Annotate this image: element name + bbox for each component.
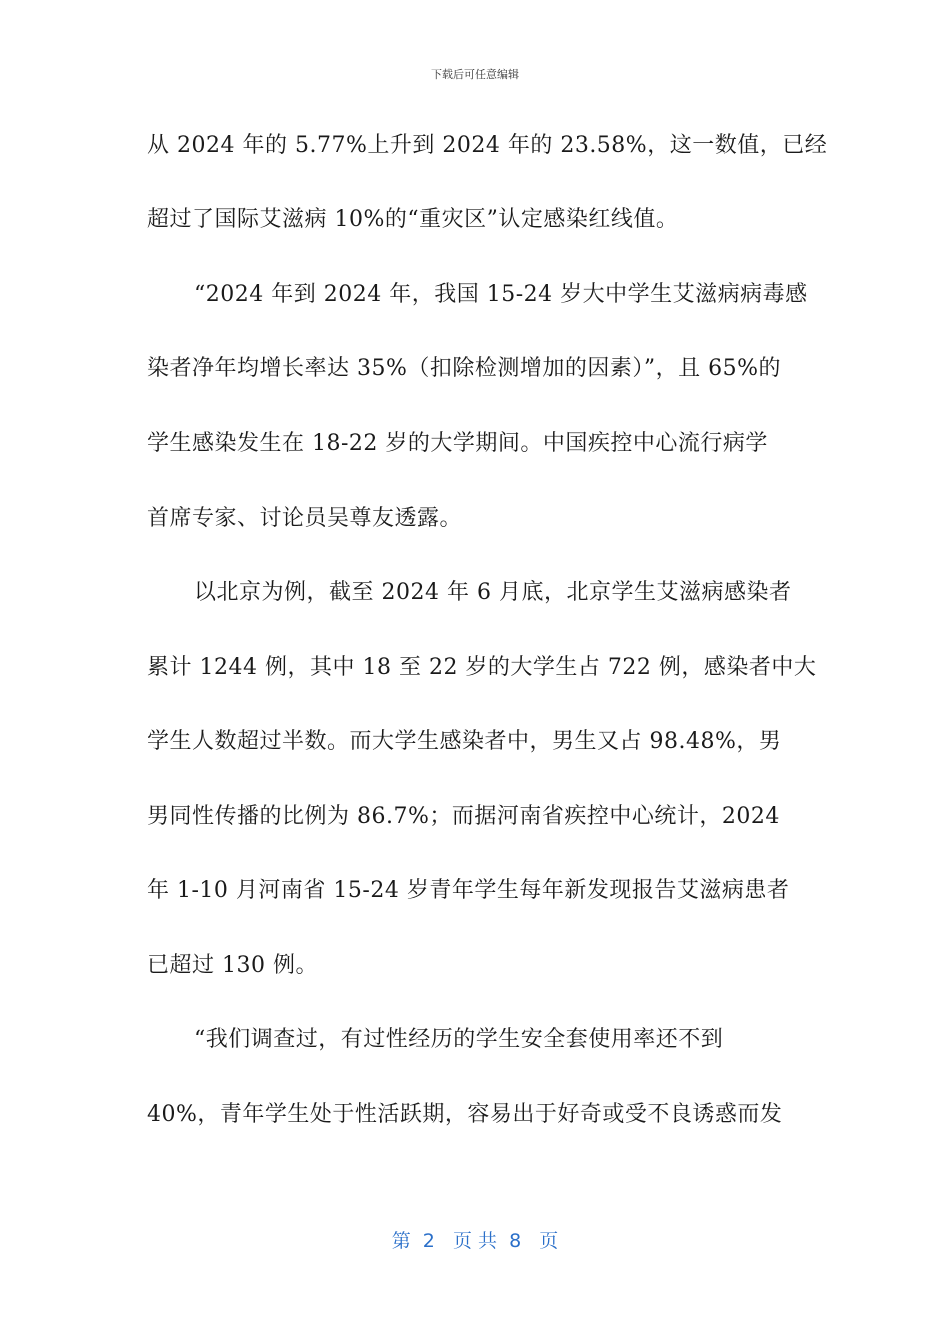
- paragraph-line: 已超过 130 例。: [147, 953, 318, 978]
- paragraph-line: 首席专家、讨论员吴尊友透露。: [147, 506, 463, 531]
- paragraph-line: 学生感染发生在 18-22 岁的大学期间。中国疾控中心流行病学: [147, 431, 768, 456]
- paragraph-line: “我们调查过，有过性经历的学生安全套使用率还不到: [194, 1027, 724, 1052]
- paragraph-line: 40%，青年学生处于性活跃期，容易出于好奇或受不良诱惑而发: [147, 1102, 783, 1127]
- page-header: 下载后可任意编辑: [431, 68, 519, 81]
- paragraph-line: 超过了国际艾滋病 10%的“重灾区”认定感染红线值。: [147, 207, 679, 232]
- paragraph-line: 年 1-10 月河南省 15-24 岁青年学生每年新发现报告艾滋病患者: [147, 878, 790, 903]
- paragraph-line: 染者净年均增长率达 35%（扣除检测增加的因素）”，且 65%的: [147, 356, 782, 381]
- paragraph-line: 累计 1244 例，其中 18 至 22 岁的大学生占 722 例，感染者中大: [147, 655, 817, 680]
- page-number-footer: 第 2 页 共 8 页: [391, 1230, 559, 1252]
- paragraph-line: 从 2024 年的 5.77%上升到 2024 年的 23.58%，这一数值，已经: [147, 133, 828, 158]
- paragraph-line: 学生人数超过半数。而大学生感染者中，男生又占 98.48%，男: [147, 729, 782, 754]
- paragraph-line: 男同性传播的比例为 86.7%；而据河南省疾控中心统计，2024: [147, 804, 780, 829]
- paragraph-line: 以北京为例，截至 2024 年 6 月底，北京学生艾滋病感染者: [194, 580, 792, 605]
- paragraph-line: “2024 年到 2024 年，我国 15-24 岁大中学生艾滋病病毒感: [194, 282, 808, 307]
